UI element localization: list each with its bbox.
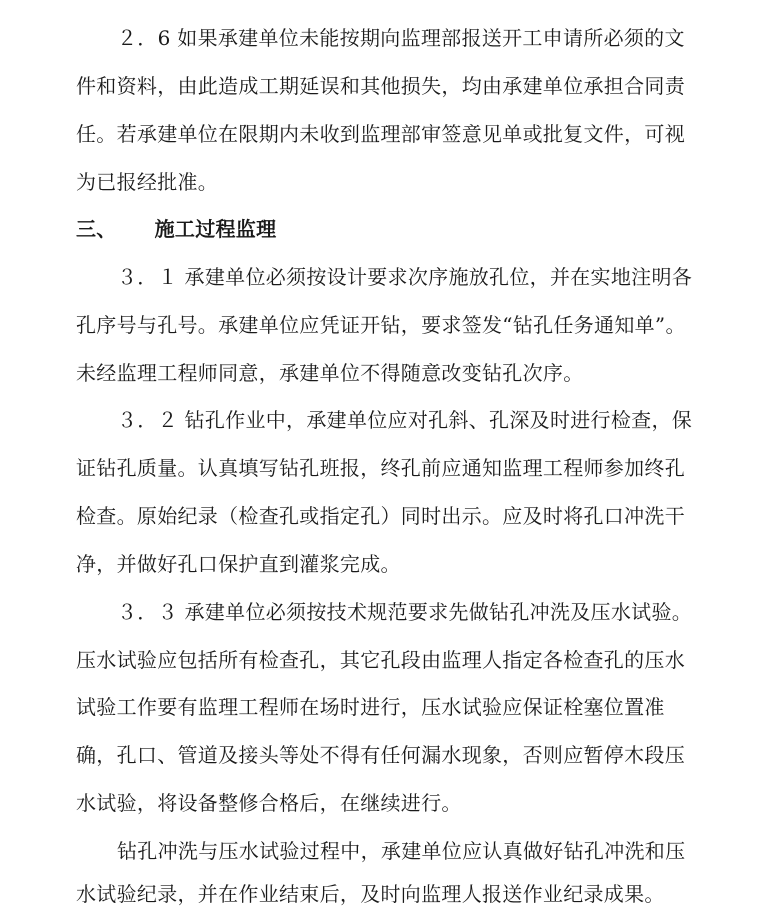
text-line: 钻孔冲洗与压水试验过程中，承建单位应认真做好钻孔冲洗和压 [117, 839, 686, 863]
text-line: 净，并做好孔口保护直到灌浆完成。 [76, 552, 401, 576]
text-line: 未经监理工程师同意，承建单位不得随意改变钻孔次序。 [76, 361, 584, 385]
text-line: ３．２ 钻孔作业中，承建单位应对孔斜、孔深及时进行检查，保 [117, 408, 693, 432]
text-line: 件和资料，由此造成工期延误和其他损失，均由承建单位承担合同责 [76, 74, 685, 98]
text-line: 水试验，将设备整修合格后，在继续进行。 [76, 791, 462, 815]
text-line: 水试验纪录，并在作业结束后，及时向监理人报送作业纪录成果。 [76, 882, 665, 906]
text-line: ３．１ 承建单位必须按设计要求次序施放孔位，并在实地注明各 [117, 265, 693, 289]
text-line: ３．３ 承建单位必须按技术规范要求先做钻孔冲洗及压水试验。 [117, 600, 693, 624]
section-number: 三、 [76, 217, 117, 241]
text-line: 试验工作要有监理工程师在场时进行，压水试验应保证栓塞位置准 [76, 695, 665, 719]
text-line: 任。若承建单位在限期内未收到监理部审签意见单或批复文件，可视 [76, 122, 685, 146]
text-line: 孔序号与孔号。承建单位应凭证开钻，要求签发“钻孔任务通知单”。 [76, 313, 686, 337]
text-line: 证钻孔质量。认真填写钻孔班报，终孔前应通知监理工程师参加终孔 [76, 456, 685, 480]
text-line: 压水试验应包括所有检查孔，其它孔段由监理人指定各检查孔的压水 [76, 648, 685, 672]
text-line: 为已报经批准。 [76, 170, 219, 194]
text-line: 确，孔口、管道及接头等处不得有任何漏水现象，否则应暂停木段压 [76, 743, 685, 767]
section-title: 施工过程监理 [154, 217, 277, 241]
section-heading [0, 205, 779, 253]
text-line: ２．6 如果承建单位未能按期向监理部报送开工申请所必须的文 [117, 26, 685, 50]
text-line: 检查。原始纪录（检查孔或指定孔）同时出示。应及时将孔口冲洗干 [76, 504, 685, 528]
